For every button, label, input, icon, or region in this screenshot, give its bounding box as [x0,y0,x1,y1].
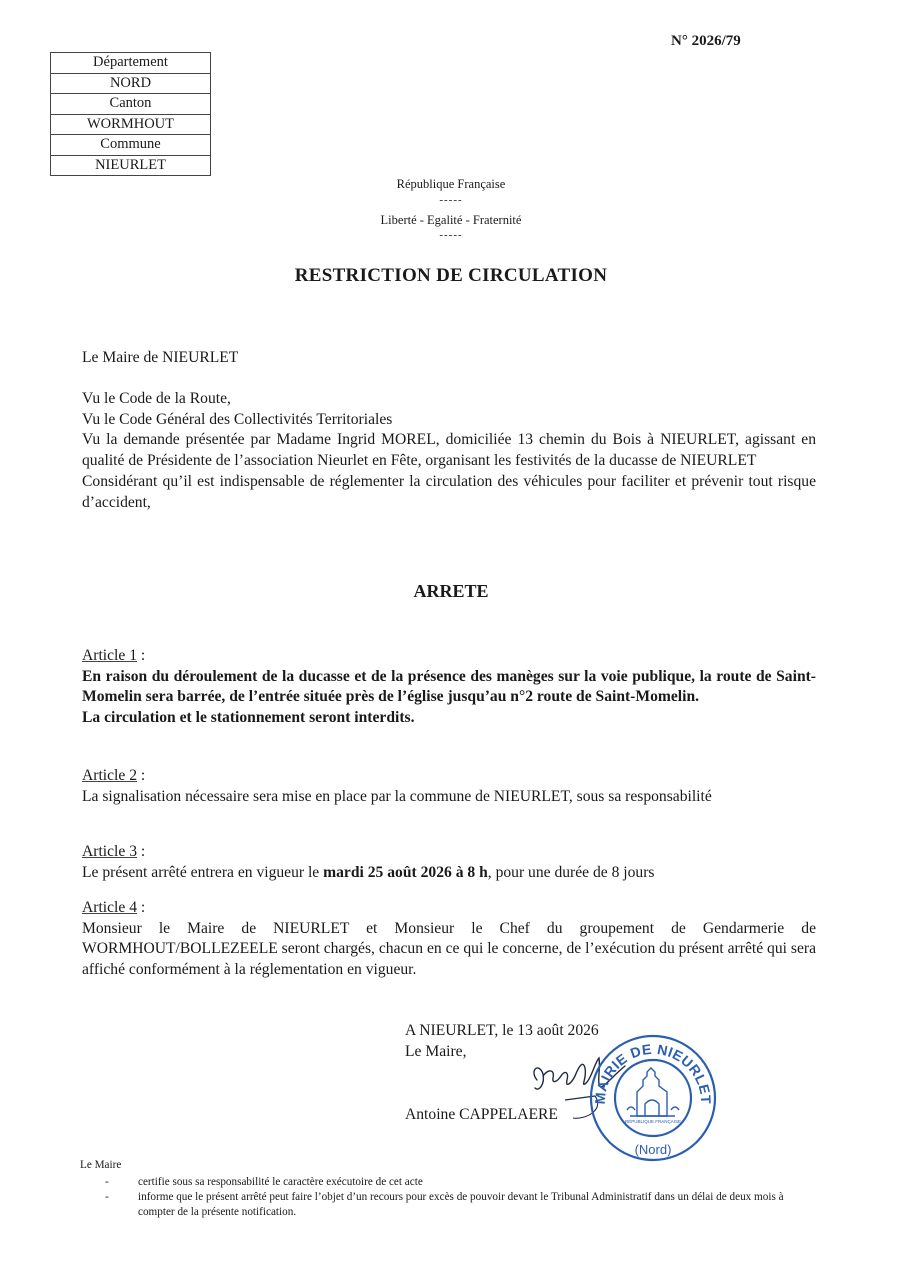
article-label: Article 3 [82,843,137,860]
legal-footer [80,1158,820,1220]
admin-cell-canton: WORMHOUT [51,114,211,135]
article-2 [82,766,816,807]
signatory-name: Antoine CAPPELAERE [405,1106,558,1123]
stamp-emblem-icon [627,1068,679,1116]
footer-heading: Le Maire [80,1159,122,1171]
article-label-suffix: : [137,899,146,916]
footer-item-text: certifie sous sa responsabilité le caractère exécutoire de cet acte [138,1176,423,1188]
admin-cell-label-departement: Département [51,53,211,74]
article-text-bold-date: mardi 25 août 2026 à 8 h [323,863,488,881]
article-text-before: Le présent arrêté entrera en vigueur le [82,863,324,881]
article-text: La circulation et le stationnement seront interdits. [82,709,415,727]
article-label-suffix: : [137,647,146,664]
article-label: Article 4 [82,899,137,916]
admin-cell-label-commune: Commune [51,135,211,156]
article-text [82,863,816,884]
document-title: RESTRICTION DE CIRCULATION [294,265,608,286]
article-label: Article 2 [82,767,137,784]
separator: ----- [439,229,463,241]
stamp-bottom-text: (Nord) [634,1142,672,1157]
article-4 [82,898,816,981]
article-label-suffix: : [137,767,146,784]
mayor-line: Le Maire de NIEURLET [82,349,239,366]
article-3 [82,842,816,883]
list-dash: - [105,1191,109,1203]
article-label-suffix: : [137,843,146,860]
list-dash: - [105,1176,109,1188]
republic-heading: République Française [396,177,506,191]
recital: Vu le Code de la Route, [82,390,231,407]
stamp-inner-text: RÉPUBLIQUE FRANÇAISE [624,1119,682,1124]
footer-list [80,1175,820,1220]
admin-cell-departement: NORD [51,73,211,94]
separator: ----- [439,194,463,206]
recital: Considérant qu’il est indispensable de réglementer la circulation des véhicules pour faciliter et prévenir tout risque d’accident, [82,472,816,511]
admin-cell-label-canton: Canton [51,94,211,115]
footer-item [80,1190,820,1220]
stamp-outer-text: MAIRIE DE NIEURLET [591,1040,715,1105]
recital: Vu le Code Général des Collectivités Territoriales [82,410,393,428]
article-1 [82,646,816,729]
recitals [82,389,816,513]
national-motto: Liberté - Egalité - Fraternité [380,213,522,227]
article-text-after: , pour une durée de 8 jours [487,863,655,881]
signature-role: Le Maire, [405,1043,467,1060]
article-text: Monsieur le Maire de NIEURLET et Monsieur le Chef du groupement de Gendarmerie de WORMHOUT/BOLLEZEELE seront chargés, chacun en ce qui le concerne, de l’exécution du présent arrêté qui sera affiché conformément à la réglementation en vigueur. [82,919,816,979]
footer-item-text: informe que le présent arrêté peut faire l’objet d’un recours pour excès de pouvoir devant le Tribunal Administratif dans un délai de deux mois à compter de la présente notification. [138,1191,784,1218]
admin-cell-commune: NIEURLET [51,155,211,176]
footer-item [80,1175,820,1190]
administrative-table [50,52,211,176]
official-stamp [585,1030,720,1165]
article-label: Article 1 [82,647,137,664]
article-text: En raison du déroulement de la ducasse et de la présence des manèges sur la voie publique, la route de Saint-Momelin sera barrée, de l’entrée située près de l’église jusqu’au n°2 route de Saint-Momelin. [82,667,816,706]
decision-heading: ARRETE [413,581,489,601]
signature-place-date: A NIEURLET, le 13 août 2026 [405,1022,599,1039]
arrete-number: N° 2026/79 [671,33,741,49]
article-text: La signalisation nécessaire sera mise en place par la commune de NIEURLET, sous sa responsabilité [82,787,712,805]
recital: Vu la demande présentée par Madame Ingrid MOREL, domiciliée 13 chemin du Bois à NIEURLET, agissant en qualité de Présidente de l’association Nieurlet en Fête, organisant les festivités de la ducasse de NIEURLET [82,431,816,470]
